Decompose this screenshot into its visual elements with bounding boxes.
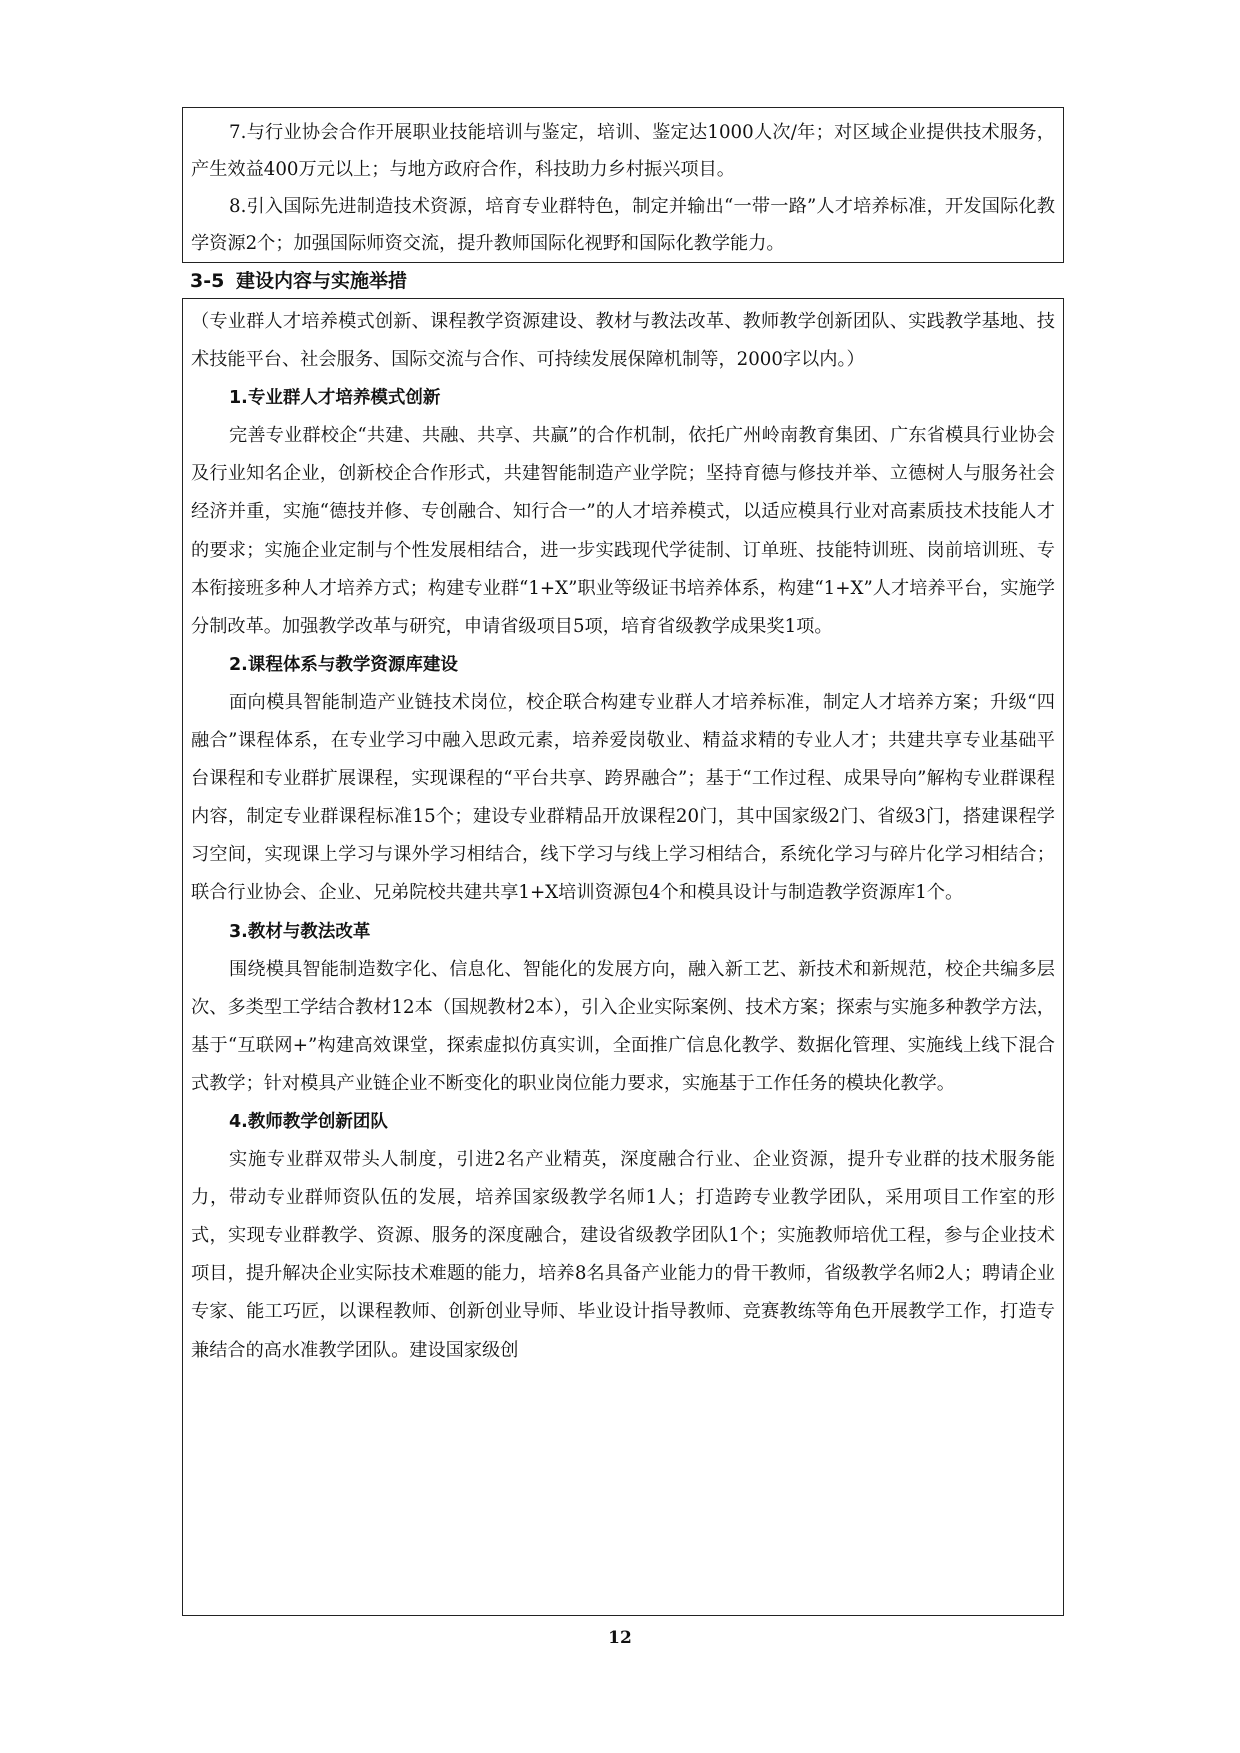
subsection-heading: 1.专业群人才培养模式创新 <box>229 388 441 409</box>
construction-content-box <box>182 298 1064 1616</box>
goal-item-7: 7.与行业协会合作开展职业技能培训与鉴定，培训、鉴定达1000人次/年；对区域企业提供技术服务，产生效益400万元以上；与地方政府合作，科技助力乡村振兴项目。 <box>191 122 1055 180</box>
section-title: 建设内容与实施举措 <box>236 270 408 292</box>
subsection-body: 实施专业群双带头人制度，引进2名产业精英，深度融合行业、企业资源，提升专业群的技术服务能力，带动专业群师资队伍的发展，培养国家级教学名师1人；打造跨专业教学团队，采用项目工作室的形式，实现专业群教学、资源、服务的深度融合，建设省级教学团队1个；实施教师培优工程，参与企业技术项目，提升解决企业实际技术难题的能力，培养8名具备产业能力的骨干教师，省级教学名师2人；聘请企业专家、能工巧匠，以课程教师、创新创业导师、毕业设计指导教师、竞赛教练等角色开展教学工作，打造专兼结合的高水准教学团队。建设国家级创 <box>191 1149 1055 1361</box>
goals-continuation-box <box>182 107 1064 263</box>
subsection-body: 面向模具智能制造产业链技术岗位，校企联合构建专业群人才培养标准，制定人才培养方案；升级“四融合”课程体系，在专业学习中融入思政元素，培养爱岗敬业、精益求精的专业人才；共建共享专业基础平台课程和专业群扩展课程，实现课程的“平台共享、跨界融合”；基于“工作过程、成果导向”解构专业群课程内容，制定专业群课程标准15个；建设专业群精品开放课程20门，其中国家级2门、省级3门，搭建课程学习空间，实现课上学习与课外学习相结合，线下学习与线上学习相结合，系统化学习与碎片化学习相结合；联合行业协会、企业、兄弟院校共建共享1+X培训资源包4个和模具设计与制造教学资源库1个。 <box>191 691 1055 904</box>
section-intro: （专业群人才培养模式创新、课程教学资源建设、教材与教法改革、教师教学创新团队、实践教学基地、技术技能平台、社会服务、国际交流与合作、可持续发展保障机制等，2000字以内。） <box>191 311 1055 371</box>
page-number: 12 <box>608 1628 632 1648</box>
subsection-heading: 2.课程体系与教学资源库建设 <box>229 654 458 675</box>
section-heading <box>190 268 407 294</box>
goal-item-8: 8.引入国际先进制造技术资源，培育专业群特色，制定并输出“一带一路”人才培养标准，开发国际化教学资源2个；加强国际师资交流，提升教师国际化视野和国际化教学能力。 <box>191 196 1055 254</box>
subsection-body: 完善专业群校企“共建、共融、共享、共赢”的合作机制，依托广州岭南教育集团、广东省模具行业协会及行业知名企业，创新校企合作形式，共建智能制造产业学院；坚持育德与修技并举、立德树人与服务社会经济并重，实施“德技并修、专创融合、知行合一”的人才培养模式，以适应模具行业对高素质技术技能人才的要求；实施企业定制与个性发展相结合，进一步实践现代学徒制、订单班、技能特训班、岗前培训班、专本衔接班多种人才培养方式；构建专业群“1+X”职业等级证书培养体系，构建“1+X”人才培养平台，实施学分制改革。加强教学改革与研究，申请省级项目5项，培育省级教学成果奖1项。 <box>191 425 1055 637</box>
subsection-body: 围绕模具智能制造数字化、信息化、智能化的发展方向，融入新工艺、新技术和新规范，校企共编多层次、多类型工学结合教材12本（国规教材2本），引入企业实际案例、技术方案；探索与实施多种教学方法，基于“互联网+”构建高效课堂，探索虚拟仿真实训，全面推广信息化教学、数据化管理、实施线上线下混合式教学；针对模具产业链企业不断变化的职业岗位能力要求，实施基于工作任务的模块化教学。 <box>191 958 1055 1094</box>
subsection-heading: 4.教师教学创新团队 <box>229 1111 388 1132</box>
section-number: 3-5 <box>190 270 225 292</box>
subsection-heading: 3.教材与教法改革 <box>229 921 371 942</box>
